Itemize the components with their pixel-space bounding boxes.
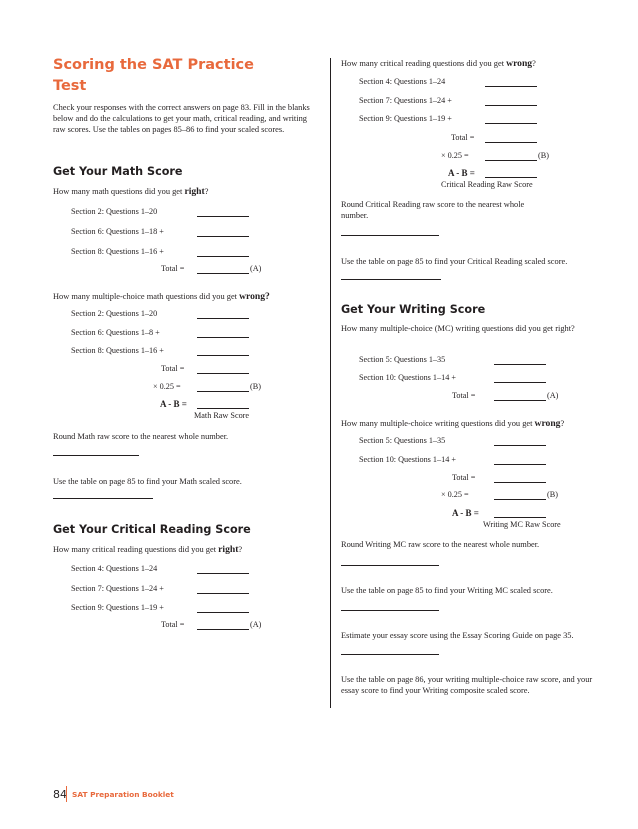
math-wrong-row-label: Section 8: Questions 1–16 + [71, 346, 164, 355]
cr-wrong-blank-2[interactable] [485, 105, 537, 106]
cr-right-question: How many critical reading questions did you get right? [53, 544, 243, 555]
intro-paragraph: Check your responses with the correct answers on page 83. Fill in the blanks below and do the calculations to get your math, critical reading, and writing raw scores. Use the tables on pages 85–86 to find your scaled scores. [53, 103, 310, 134]
cr-wrong-total-blank[interactable] [485, 142, 537, 143]
footer-divider [66, 786, 67, 802]
math-wrong-question: How many multiple-choice math questions did you get wrong? [53, 291, 270, 302]
cr-right-blank-1[interactable] [197, 573, 249, 574]
cr-wrong-row-label: Section 7: Questions 1–24 + [359, 96, 452, 105]
writing-wrong-blank-2[interactable] [494, 464, 546, 465]
math-right-blank-3[interactable] [197, 256, 249, 257]
cr-wrong-blank-3[interactable] [485, 123, 537, 124]
writing-mult-suffix: (B) [547, 490, 558, 499]
cr-total-label: Total = [161, 620, 185, 629]
math-wrong-blank-1[interactable] [197, 318, 249, 319]
cr-mult-blank[interactable] [485, 160, 537, 161]
math-round-text: Round Math raw score to the nearest whole number. [53, 432, 229, 441]
booklet-title: SAT Preparation Booklet [72, 790, 174, 799]
writing-wrong-question: How many multiple-choice writing questions did you get wrong? [341, 418, 565, 429]
writing-rounded-blank[interactable] [341, 565, 439, 566]
writing-table-text: Use the table on page 85 to find your Writing MC scaled score. [341, 586, 553, 595]
page-title-line-1: Scoring the SAT Practice [53, 57, 254, 73]
cr-right-row-label: Section 7: Questions 1–24 + [71, 584, 164, 593]
math-raw-score-label: Math Raw Score [194, 411, 250, 420]
math-wrong-total-label: Total = [161, 364, 185, 373]
math-rounded-blank[interactable] [53, 455, 139, 456]
writing-wrong-row-label: Section 10: Questions 1–14 + [359, 455, 456, 464]
cr-raw-blank[interactable] [485, 177, 537, 178]
page-title-line-2: Test [53, 78, 87, 94]
math-scaled-blank[interactable] [53, 498, 153, 499]
writing-heading: Get Your Writing Score [341, 303, 486, 316]
writing-wrong-blank-1[interactable] [494, 445, 546, 446]
cr-ab-label: A - B = [448, 168, 475, 178]
writing-right-blank-1[interactable] [494, 364, 546, 365]
writing-total-blank[interactable] [494, 400, 546, 401]
math-mult-suffix: (B) [250, 382, 261, 391]
cr-round-text: Round Critical Reading raw score to the nearest whole number. [341, 200, 525, 220]
writing-round-text: Round Writing MC raw score to the nearest whole number. [341, 540, 540, 549]
cr-right-row-label: Section 9: Questions 1–19 + [71, 603, 164, 612]
cr-wrong-blank-1[interactable] [485, 86, 537, 87]
math-total-blank[interactable] [197, 273, 249, 274]
cr-right-row-label: Section 4: Questions 1–24 [71, 564, 158, 573]
math-ab-label: A - B = [160, 399, 187, 409]
writing-total-label: Total = [452, 391, 476, 400]
cr-total-suffix: (A) [250, 620, 262, 629]
math-wrong-blank-2[interactable] [197, 337, 249, 338]
writing-right-row-label: Section 10: Questions 1–14 + [359, 373, 456, 382]
math-right-row-label: Section 8: Questions 1–16 + [71, 247, 164, 256]
cr-right-blank-2[interactable] [197, 593, 249, 594]
cr-scaled-blank[interactable] [341, 279, 441, 280]
writing-scaled-blank[interactable] [341, 610, 439, 611]
math-right-question: How many math questions did you get right? [53, 186, 209, 197]
writing-right-blank-2[interactable] [494, 382, 546, 383]
math-wrong-total-blank[interactable] [197, 373, 249, 374]
cr-wrong-row-label: Section 9: Questions 1–19 + [359, 114, 452, 123]
math-wrong-blank-3[interactable] [197, 355, 249, 356]
writing-raw-blank[interactable] [494, 517, 546, 518]
writing-raw-score-label: Writing MC Raw Score [483, 520, 561, 529]
math-mult-blank[interactable] [197, 391, 249, 392]
math-heading: Get Your Math Score [53, 165, 183, 178]
cr-mult-label: × 0.25 = [441, 151, 469, 160]
cr-table-text: Use the table on page 85 to find your Critical Reading scaled score. [341, 257, 568, 266]
math-total-label: Total = [161, 264, 185, 273]
writing-mult-label: × 0.25 = [441, 490, 469, 499]
cr-wrong-question: How many critical reading questions did you get wrong? [341, 58, 536, 69]
math-raw-blank[interactable] [197, 408, 249, 409]
critical-reading-heading: Get Your Critical Reading Score [53, 523, 251, 536]
math-right-row-label: Section 6: Questions 1–18 + [71, 227, 164, 236]
page-number: 84 [53, 788, 67, 801]
column-divider [330, 58, 331, 708]
math-right-row-label: Section 2: Questions 1–20 [71, 207, 158, 216]
math-total-suffix: (A) [250, 264, 262, 273]
writing-wrong-row-label: Section 5: Questions 1–35 [359, 436, 446, 445]
cr-total-blank[interactable] [197, 629, 249, 630]
writing-total-suffix: (A) [547, 391, 559, 400]
writing-wrong-total-label: Total = [452, 473, 476, 482]
math-right-blank-2[interactable] [197, 236, 249, 237]
cr-right-blank-3[interactable] [197, 612, 249, 613]
math-wrong-row-label: Section 6: Questions 1–8 + [71, 328, 160, 337]
cr-mult-suffix: (B) [538, 151, 549, 160]
math-mult-label: × 0.25 = [153, 382, 181, 391]
writing-ab-label: A - B = [452, 508, 479, 518]
cr-rounded-blank[interactable] [341, 235, 439, 236]
cr-raw-score-label: Critical Reading Raw Score [441, 180, 533, 189]
writing-composite-text: Use the table on page 86, your writing multiple-choice raw score, and your essay score to find your Writing composite scaled score. [341, 675, 593, 695]
cr-wrong-row-label: Section 4: Questions 1–24 [359, 77, 446, 86]
math-table-text: Use the table on page 85 to find your Math scaled score. [53, 477, 242, 486]
writing-wrong-total-blank[interactable] [494, 482, 546, 483]
writing-mult-blank[interactable] [494, 499, 546, 500]
writing-right-row-label: Section 5: Questions 1–35 [359, 355, 446, 364]
essay-score-blank[interactable] [341, 654, 439, 655]
essay-estimate-text: Estimate your essay score using the Essay Scoring Guide on page 35. [341, 631, 574, 640]
math-right-blank-1[interactable] [197, 216, 249, 217]
writing-right-question: How many multiple-choice (MC) writing questions did you get right? [341, 324, 575, 333]
cr-wrong-total-label: Total = [451, 133, 475, 142]
math-wrong-row-label: Section 2: Questions 1–20 [71, 309, 158, 318]
